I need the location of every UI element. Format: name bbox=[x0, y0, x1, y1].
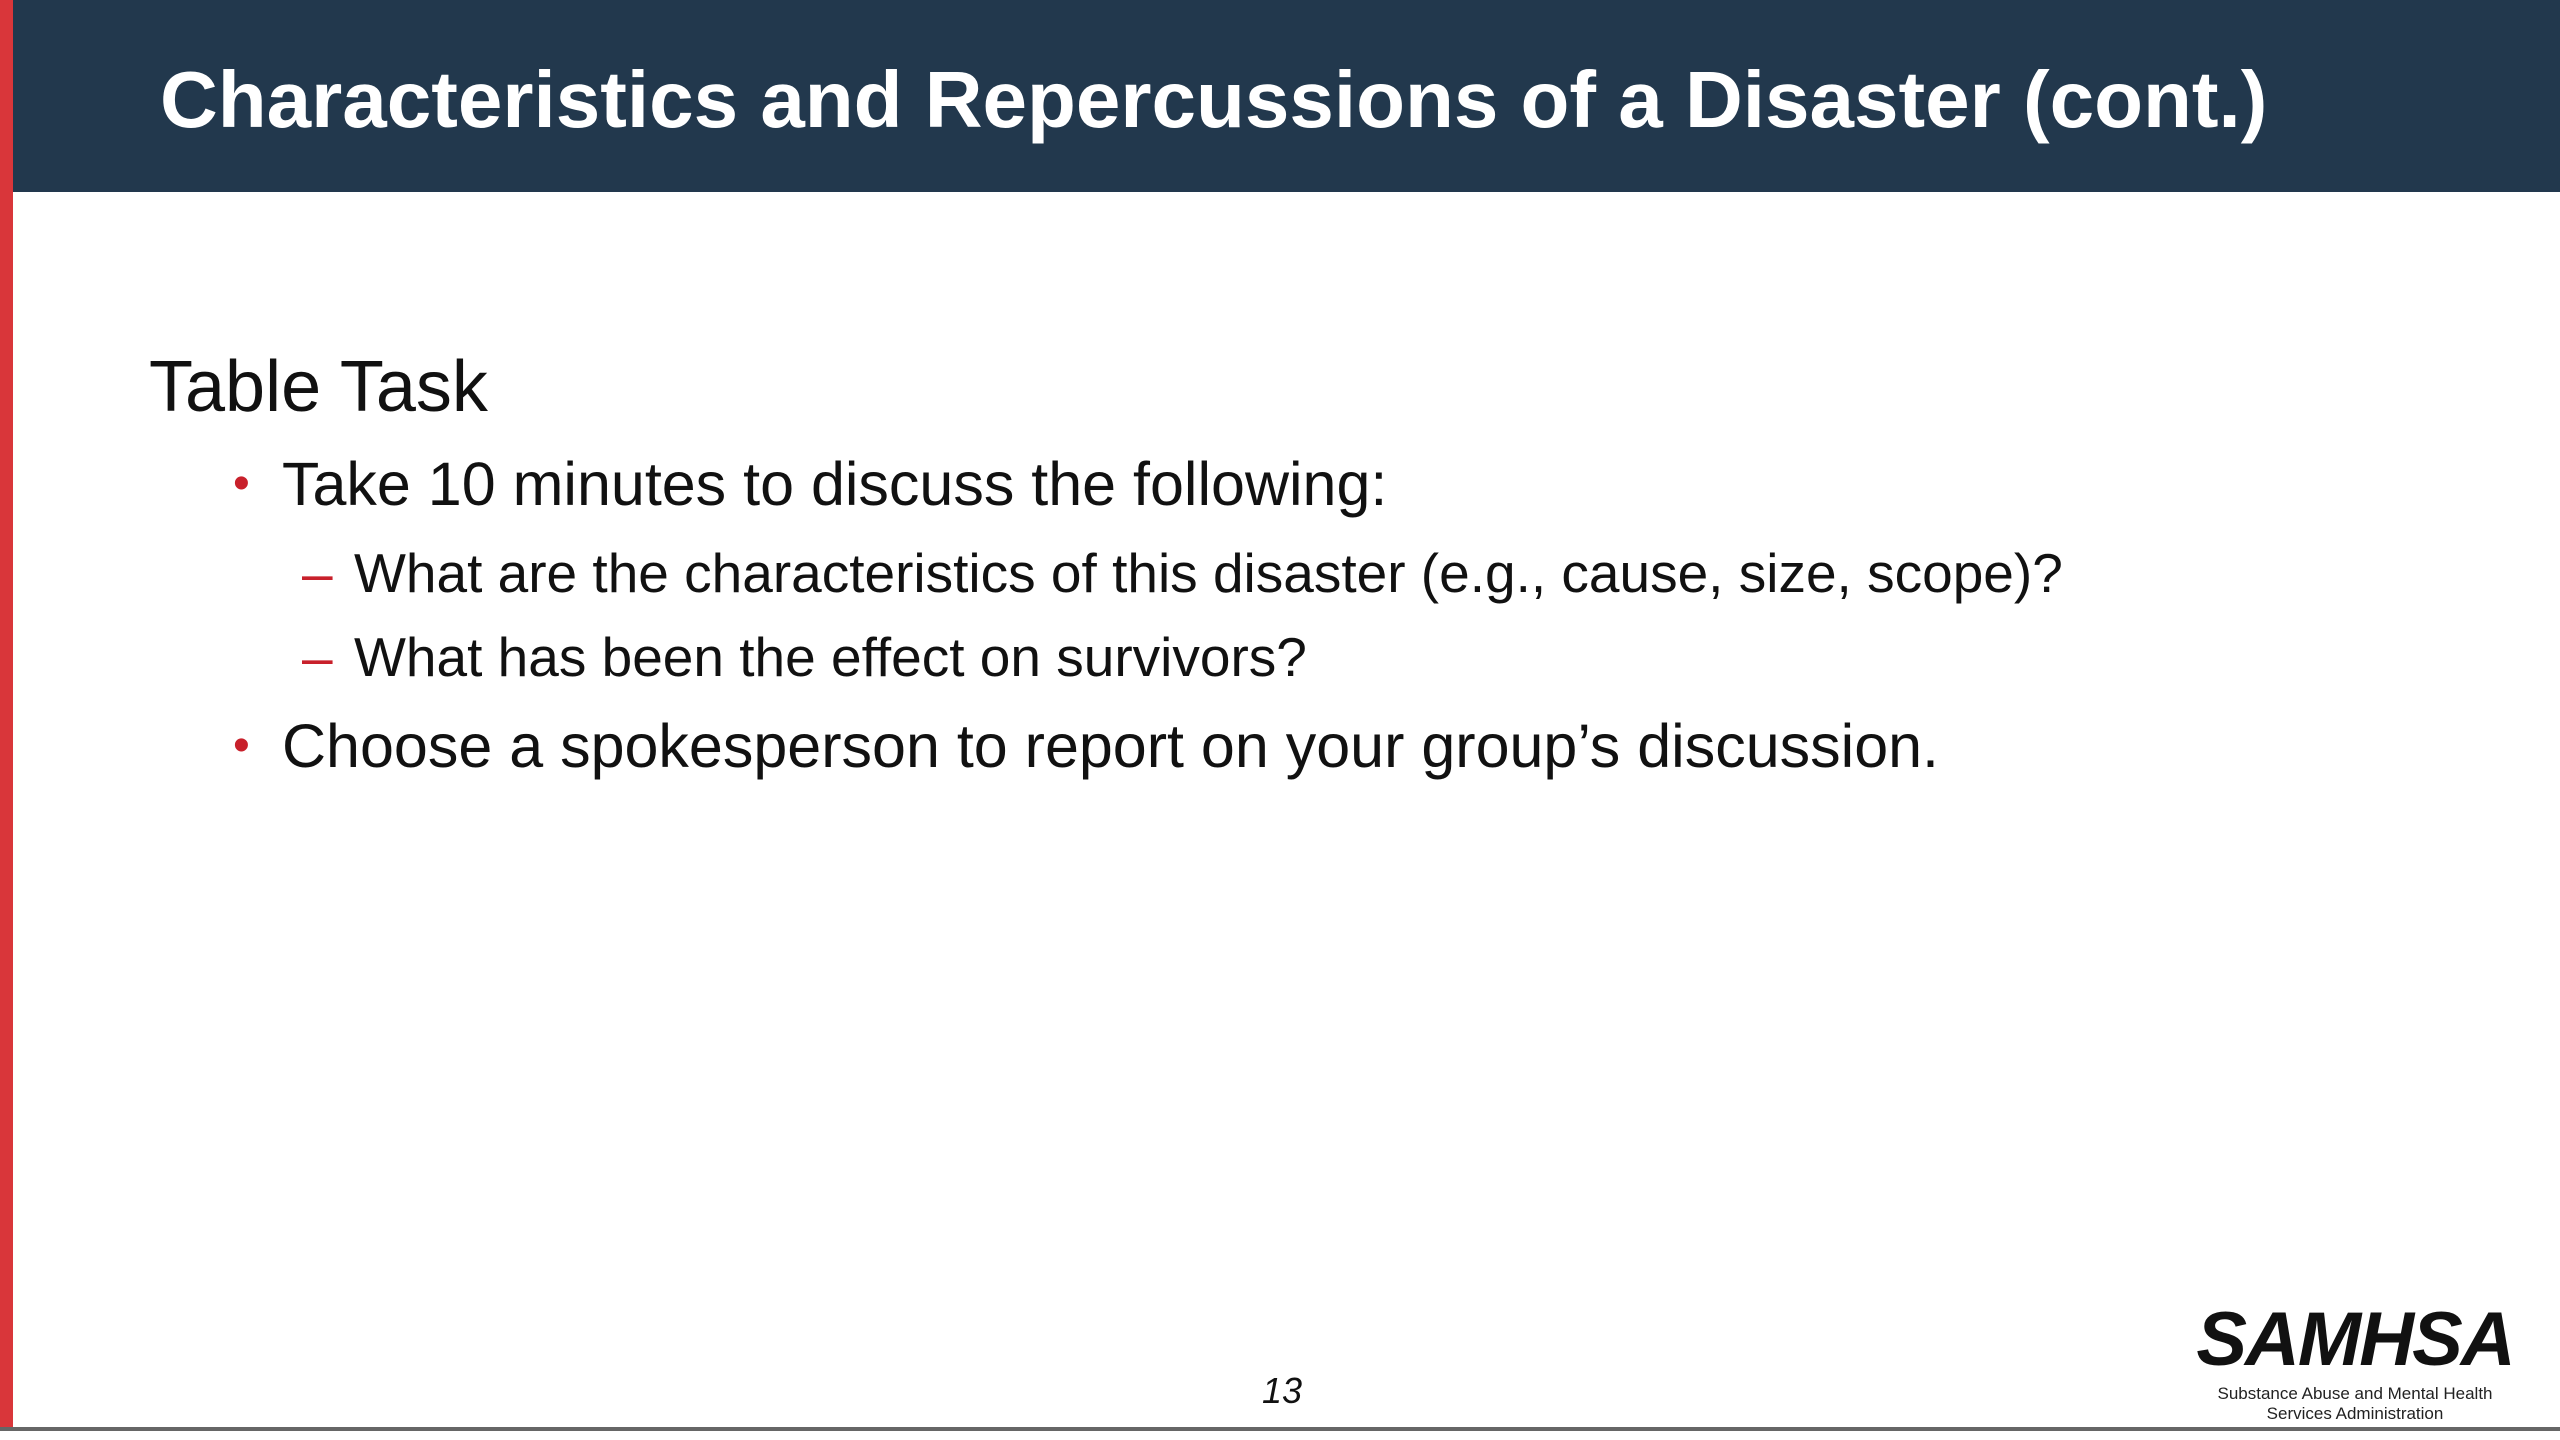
sub-bullet-text: What has been the effect on survivors? bbox=[354, 625, 1307, 688]
bullet-item bbox=[149, 710, 2449, 783]
logo-subtitle-line1: Substance Abuse and Mental Health bbox=[2217, 1384, 2493, 1403]
sub-bullet-item bbox=[149, 624, 2449, 690]
dash-icon: – bbox=[302, 625, 333, 688]
bottom-divider bbox=[0, 1427, 2560, 1431]
section-heading: Table Task bbox=[149, 347, 488, 427]
dash-icon: – bbox=[302, 541, 333, 604]
sub-bullet-item bbox=[149, 540, 2449, 606]
title-bar bbox=[13, 0, 2560, 192]
logo-wordmark: SAMHSA bbox=[2196, 1297, 2514, 1382]
sub-bullet-text: What are the characteristics of this disaster (e.g., cause, size, scope)? bbox=[354, 541, 2063, 604]
bullet-icon: • bbox=[233, 457, 250, 511]
page-number: 13 bbox=[1262, 1370, 1303, 1411]
bullet-item bbox=[149, 448, 2449, 521]
logo-subtitle-line2: Services Administration bbox=[2266, 1404, 2444, 1424]
bullet-text: Choose a spokesperson to report on your group’s discussion. bbox=[282, 711, 1940, 780]
bullet-icon: • bbox=[233, 718, 250, 772]
bullet-text: Take 10 minutes to discuss the following: bbox=[282, 450, 1388, 519]
slide-body bbox=[149, 344, 2449, 783]
slide-title: Characteristics and Repercussions of a Disaster (cont.) bbox=[160, 55, 2268, 144]
accent-bar bbox=[0, 0, 13, 1427]
samhsa-logo bbox=[2190, 1297, 2520, 1424]
